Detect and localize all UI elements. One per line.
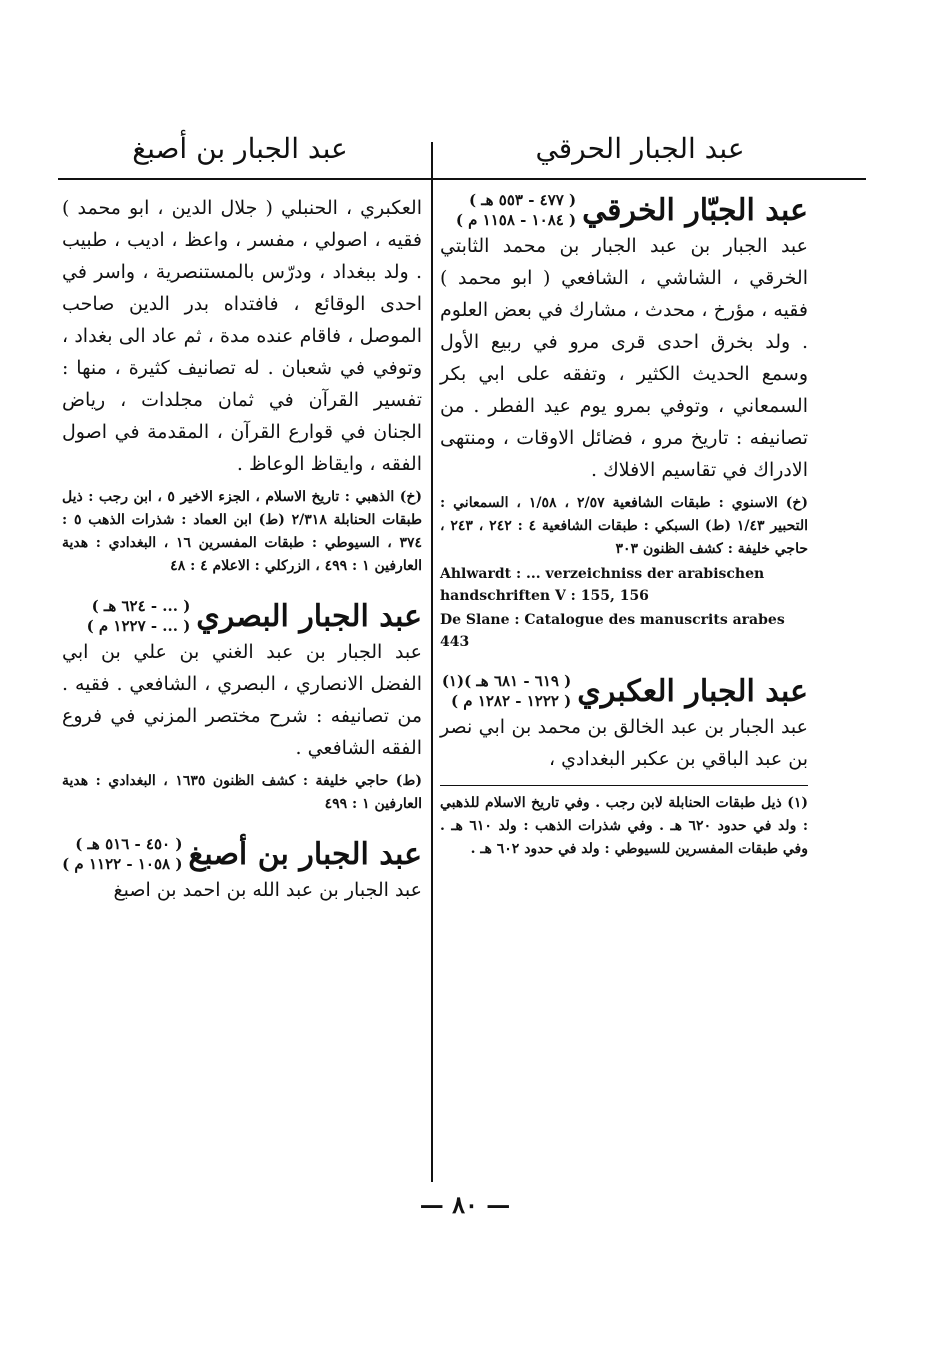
dates-hijri: ( ٤٥٠ - ٥١٦ هـ ) bbox=[75, 835, 183, 853]
page-number: — ٨٠ — bbox=[419, 1190, 511, 1219]
entry-body: عبد الجبار بن عبد الغني بن علي بن ابي الفضل الانصاري ، البصري ، الشافعي . فقيه . من تصانيفه : شرح مختصر المزني في فروع الفقه الشافعي . bbox=[62, 641, 422, 759]
dates-hijri: ( ٤٧٧ - ٥٥٣ هـ ) bbox=[468, 191, 577, 209]
footnote: (١) ذيل طبقات الحنابلة لابن رجب . وفي تاريخ الاسلام للذهبي : ولد في حدود ٦٢٠ هـ . وفي شذرات الذهب : ولد ٦١٠ هـ . وفي طبقات المفسرين للسيوطي : ولد في حدود ٦٠٢ هـ . bbox=[440, 795, 809, 857]
dates-gregorian: ( ... - ١٢٢٧ م ) bbox=[86, 617, 191, 635]
entry-references: (ط) حاجي خليفة : كشف الظنون ١٦٣٥ ، البغدادي : هدية العارفين ١ : ٤٩٩ bbox=[62, 773, 422, 812]
entry-dates bbox=[456, 190, 576, 230]
entry-heading bbox=[440, 190, 808, 230]
footnote-rule bbox=[440, 785, 808, 786]
entry-body: عبد الجبار بن عبد الخالق بن محمد بن ابي نصر بن عبد الباقي بن عكبر البغدادي ، bbox=[440, 716, 808, 770]
dates-gregorian: ( ١٠٥٨ - ١١٢٢ م ) bbox=[62, 855, 183, 873]
latin-reference: Ahlwardt : ... verzeichniss der arabischen handschriften V : 155, 156 bbox=[440, 566, 765, 604]
entry-references: (خ) الذهبي : تاريخ الاسلام ، الجزء الاخير ٥ ، ابن رجب : ذيل طبقات الحنابلة ٢/٣١٨ (ط) ابن العماد : شذرات الذهب ٥ : ٣٧٤ ، السيوطي : طبقات المفسرين ١٦ ، البغدادي : هدية العارفين ١ : ٤٩٩ ، الزركلي : الاعلام ٤ : ٤٨ bbox=[62, 489, 422, 574]
running-header-right: عبد الجبار الحرقي bbox=[535, 132, 745, 165]
dates-hijri: ( ... - ٦٢٤ هـ ) bbox=[91, 597, 191, 615]
entry-dates bbox=[62, 834, 182, 874]
left-column bbox=[62, 186, 422, 906]
entry-heading bbox=[62, 834, 422, 874]
dates-gregorian: ( ١٢٢٢ - ١٢٨٢ م ) bbox=[450, 692, 572, 710]
latin-reference: De Slane : Catalogue des manuscrits arabes 443 bbox=[440, 612, 785, 650]
entry-references: (خ) الاسنوي : طبقات الشافعية ٢/٥٧ ، ١/٥٨ ، السمعاني : التحبير ١/٤٣ (ط) السبكي : طبقات الشافعية ٤ : ٢٤٢ ، ٢٤٣ ، حاجي خليفة : كشف الظنون ٣٠٣ bbox=[440, 495, 808, 557]
entry-name: عبد الجبار العكبري bbox=[577, 673, 808, 709]
header-rule bbox=[58, 178, 866, 180]
column-divider bbox=[431, 142, 433, 1182]
entry-body: عبد الجبار بن عبد الجبار بن محمد الثابتي الخرقي ، الشاشي ، الشافعي ( ابو محمد ) فقيه ، مؤرخ ، محدث ، مشارك في بعض العلوم . ولد بخرق احدى قرى مرو في ربيع الأول وسمع الحديث الكثير ، وتفقه على ابي بكر السمعاني ، وتوفي بمرو يوم عيد الفطر . من تصانيفه : تاريخ مرو ، فضائل الاوقات ، ومنتهى الادراك في تقاسيم الافلاك . bbox=[440, 235, 808, 481]
entry-name: عبد الجبّار الخرقي bbox=[582, 192, 808, 228]
dates-hijri: ( ٦١٩ - ٦٨١ هـ )(١) bbox=[441, 672, 572, 690]
right-column bbox=[440, 186, 808, 861]
entry-dates bbox=[87, 596, 191, 636]
entry-name: عبد الجبار البصري bbox=[196, 598, 422, 634]
entry-body: عبد الجبار بن عبد الله بن احمد بن اصبغ bbox=[113, 879, 422, 901]
entry-dates bbox=[442, 671, 571, 711]
running-header-left: عبد الجبار بن أصبغ bbox=[132, 132, 348, 165]
entry-name: عبد الجبار بن أصبغ bbox=[188, 836, 422, 872]
entry-heading bbox=[62, 596, 422, 636]
dates-gregorian: ( ١٠٨٤ - ١١٥٨ م ) bbox=[455, 211, 577, 229]
entry-body-continued: العكبري ، الحنبلي ( جلال الدين ، ابو محمد ) فقيه ، اصولي ، مفسر ، واعظ ، اديب ، طبيب . ولد ببغداد ، ودرّس بالمستنصرية ، واسر في احدى الوقائع ، فافتداه بدر الدين صاحب الموصل ، فاقام عنده مدة ، ثم عاد الى بغداد ، وتوفي في شعبان . له تصانيف كثيرة ، منها : تفسير القرآن في ثمان مجلدات ، رياض الجنان في قوارع القرآن ، المقدمة في اصول الفقه ، وايقاظ الوعاظ . bbox=[62, 197, 422, 475]
entry-heading bbox=[440, 671, 808, 711]
